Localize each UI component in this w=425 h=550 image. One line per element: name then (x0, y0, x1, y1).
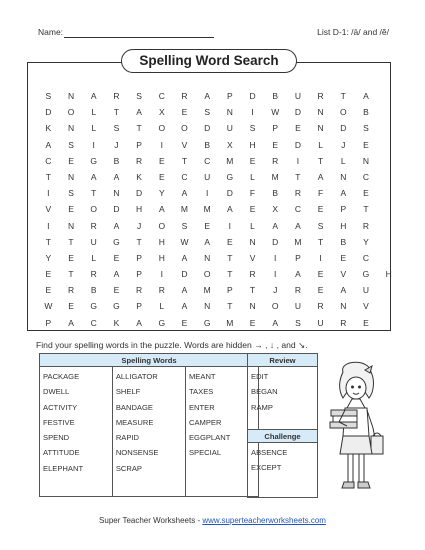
grid-letter: H (158, 236, 165, 247)
grid-row (37, 185, 400, 201)
grid-letter: V (340, 269, 347, 280)
grid-letter: R (272, 155, 279, 166)
grid-letter: P (136, 269, 142, 280)
grid-letter: G (362, 269, 370, 280)
spelling-word: ELEPHANT (43, 463, 84, 473)
grid-letter: O (90, 204, 98, 215)
grid-letter: N (340, 301, 347, 312)
grid-letter: U (204, 171, 211, 182)
grid-letter: F (317, 188, 324, 199)
grid-letter: T (317, 155, 324, 166)
grid-letter: L (159, 301, 165, 312)
grid-letter: P (136, 301, 142, 312)
grid-letter: M (294, 236, 302, 247)
girl-with-books-illustration (325, 358, 387, 498)
grid-letter: T (295, 171, 301, 182)
grid-letter: N (67, 123, 75, 134)
grid-letter: T (68, 269, 74, 280)
grid-letter: I (47, 220, 50, 231)
grid-letter: T (227, 252, 233, 263)
footer-prefix: Super Teacher Worksheets - (99, 516, 203, 525)
grid-letter: I (92, 139, 95, 150)
grid-letter: N (317, 123, 324, 134)
grid-letter: G (113, 236, 120, 247)
spelling-words-table (39, 353, 259, 497)
grid-letter: S (68, 188, 74, 199)
grid-letter: I (47, 188, 50, 199)
grid-letter: N (67, 220, 75, 231)
spelling-word: TAXES (188, 387, 214, 397)
grid-letter: D (272, 236, 279, 247)
grid-letter: T (363, 204, 369, 215)
spelling-word: PACKAGE (43, 372, 80, 381)
grid-letter: R (90, 269, 97, 280)
grid-letter: C (90, 317, 97, 328)
grid-letter: O (158, 123, 166, 134)
grid-letter: V (181, 139, 188, 150)
grid-letter: T (249, 285, 256, 296)
grid-letter: E (204, 220, 210, 231)
grid-row (37, 266, 400, 282)
grid-letter: R (362, 220, 370, 231)
grid-letter: T (136, 123, 142, 134)
grid-row (37, 88, 400, 104)
grid-letter: S (68, 139, 74, 150)
grid-letter: H (385, 269, 392, 280)
grid-letter: F (249, 188, 256, 199)
grid-letter: C (45, 155, 52, 166)
grid-letter: C (362, 252, 370, 263)
grid-letter: E (317, 269, 324, 280)
grid-letter: N (204, 252, 211, 263)
name-label: Name: (38, 27, 64, 37)
grid-letter: X (158, 107, 165, 118)
grid-letter: A (158, 204, 165, 215)
spelling-word: NONSENSE (115, 448, 159, 458)
spelling-word: ATTITUDE (43, 448, 80, 458)
grid-letter: P (272, 123, 279, 134)
spelling-word: EXCEPT (251, 463, 282, 473)
grid-letter: E (68, 204, 74, 215)
grid-letter: R (294, 188, 301, 199)
grid-letter: P (227, 91, 233, 101)
grid-letter: I (205, 188, 209, 199)
grid-letter: S (295, 317, 301, 328)
grid-letter: A (204, 91, 210, 101)
grid-letter: A (272, 317, 279, 328)
grid-letter: B (272, 91, 279, 101)
grid-letter: I (319, 252, 322, 263)
grid-letter: O (203, 269, 211, 280)
grid-letter: R (136, 285, 143, 296)
grid-letter: U (294, 91, 301, 101)
grid-letter: I (160, 139, 163, 150)
grid-letter: T (91, 188, 97, 199)
grid-letter: E (45, 285, 52, 296)
grid-letter: R (317, 91, 324, 101)
letter-grid (37, 88, 400, 331)
grid-letter: E (158, 155, 165, 166)
grid-letter: E (45, 269, 52, 280)
grid-letter: I (296, 155, 300, 166)
grid-letter: M (271, 171, 279, 182)
grid-row (37, 282, 400, 298)
grid-letter: E (317, 285, 324, 296)
grid-letter: A (340, 285, 347, 296)
grid-letter: I (251, 107, 254, 118)
grid-letter: L (318, 139, 323, 150)
grid-letter: I (274, 269, 277, 280)
grid-letter: A (90, 91, 97, 101)
review-words (248, 367, 318, 434)
grid-letter: U (317, 317, 324, 328)
grid-letter: A (295, 220, 301, 231)
grid-letter: M (203, 285, 211, 296)
grid-letter: D (226, 188, 233, 199)
grid-letter: E (363, 317, 369, 328)
grid-letter: R (340, 317, 347, 328)
grid-letter: A (204, 236, 210, 247)
grid-letter: N (249, 301, 256, 312)
grid-letter: K (113, 317, 120, 328)
page-title: Spelling Word Search (121, 49, 297, 73)
grid-letter: L (340, 155, 346, 166)
challenge-header: Challenge (248, 430, 318, 443)
grid-letter: R (113, 91, 120, 101)
grid-row (37, 298, 400, 314)
grid-letter: A (45, 139, 52, 150)
grid-letter: I (160, 269, 163, 280)
grid-letter: S (204, 107, 210, 118)
grid-letter: S (249, 123, 256, 134)
grid-letter: U (226, 123, 233, 134)
grid-letter: N (67, 91, 75, 101)
grid-letter: H (158, 252, 165, 263)
grid-letter: T (136, 236, 142, 247)
spelling-word: CAMPER (188, 417, 222, 427)
grid-letter: T (340, 91, 346, 101)
grid-letter: T (113, 107, 119, 118)
grid-letter: S (136, 91, 142, 101)
grid-letter: E (317, 204, 324, 215)
grid-row (37, 250, 400, 266)
word-column-2 (112, 367, 185, 497)
grid-letter: L (91, 123, 97, 134)
grid-row (37, 169, 400, 185)
grid-letter: R (181, 91, 188, 101)
footer (0, 516, 425, 525)
grid-letter: T (227, 301, 233, 312)
grid-letter: A (136, 107, 142, 118)
grid-letter: E (158, 171, 165, 182)
grid-letter: R (90, 220, 97, 231)
grid-letter: P (227, 285, 233, 296)
grid-letter: B (113, 155, 120, 166)
grid-letter: A (340, 188, 347, 199)
grid-row (37, 234, 400, 250)
grid-letter: S (363, 123, 369, 134)
grid-letter: D (294, 107, 301, 118)
grid-letter: T (181, 155, 188, 166)
grid-letter: E (68, 155, 74, 166)
spelling-word: EDIT (251, 372, 269, 381)
grid-letter: D (249, 91, 256, 101)
grid-letter: E (227, 236, 233, 247)
spelling-word: SHELF (115, 387, 141, 397)
grid-letter: N (67, 171, 75, 182)
grid-letter: L (91, 107, 97, 118)
grid-letter: A (181, 301, 188, 312)
grid-letter: D (181, 269, 188, 280)
grid-letter: P (136, 252, 142, 263)
grid-letter: Y (45, 252, 52, 263)
instructions: Find your spelling words in the puzzle. Words are hidden → , ↓ , and ↘. (36, 340, 308, 350)
grid-letter: E (363, 139, 369, 150)
spelling-word: ENTER (188, 402, 215, 412)
grid-letter: N (226, 107, 233, 118)
challenge-words (248, 443, 318, 498)
grid-row (37, 137, 400, 153)
grid-row (37, 201, 400, 217)
grid-letter: L (250, 171, 255, 182)
grid-letter: R (136, 155, 143, 166)
challenge-table (247, 429, 318, 498)
grid-letter: T (317, 236, 324, 247)
grid-letter: H (136, 204, 143, 215)
grid-letter: T (45, 236, 51, 247)
grid-letter: B (204, 139, 210, 150)
grid-letter: E (181, 107, 188, 118)
grid-letter: E (249, 317, 256, 328)
grid-letter: S (45, 91, 52, 101)
grid-letter: O (158, 220, 166, 231)
spelling-word: EGGPLANT (188, 433, 231, 443)
grid-letter: X (272, 204, 279, 215)
grid-letter: M (226, 155, 234, 166)
grid-letter: P (340, 204, 347, 215)
grid-letter: A (90, 171, 97, 182)
grid-letter: E (68, 252, 74, 263)
grid-row (37, 218, 400, 234)
grid-letter: C (294, 204, 301, 215)
grid-letter: P (136, 139, 142, 150)
grid-letter: E (272, 139, 279, 150)
grid-letter: A (227, 204, 233, 215)
grid-letter: V (249, 252, 256, 263)
spelling-word: BEGAN (251, 387, 278, 397)
grid-letter: A (181, 188, 188, 199)
grid-letter: D (340, 123, 347, 134)
grid-letter: O (271, 301, 279, 312)
grid-letter: W (271, 107, 280, 118)
grid-letter: R (158, 285, 165, 296)
list-label: List D-1: /ā/ and /ĕ/ (317, 27, 389, 37)
grid-letter: P (45, 317, 52, 328)
grid-letter: N (340, 171, 347, 182)
grid-letter: E (295, 123, 301, 134)
grid-letter: O (181, 123, 188, 134)
grid-letter: K (136, 171, 142, 182)
grid-letter: V (45, 204, 52, 215)
grid-letter: C (204, 155, 211, 166)
grid-row (37, 120, 400, 136)
grid-letter: W (180, 236, 189, 247)
grid-letter: M (226, 317, 234, 328)
grid-letter: I (228, 220, 232, 231)
grid-letter: G (203, 317, 211, 328)
grid-letter: E (113, 285, 120, 296)
grid-letter: S (181, 220, 188, 231)
grid-letter: T (227, 269, 233, 280)
grid-letter: H (340, 220, 347, 231)
grid-letter: E (68, 301, 74, 312)
grid-letter: M (203, 204, 211, 215)
grid-letter: G (90, 301, 98, 312)
grid-letter: B (363, 107, 369, 118)
spelling-word: DWELL (43, 387, 70, 397)
grid-letter: A (295, 269, 301, 280)
grid-letter: T (68, 236, 74, 247)
grid-letter: E (181, 317, 188, 328)
grid-letter: A (181, 252, 188, 263)
grid-letter: J (136, 220, 142, 231)
grid-row (37, 153, 400, 169)
grid-letter: B (340, 236, 347, 247)
grid-letter: D (204, 123, 211, 134)
grid-letter: O (67, 107, 75, 118)
grid-letter: V (363, 301, 369, 312)
name-line (64, 37, 214, 38)
spelling-word: RAMP (251, 402, 273, 412)
grid-letter: A (136, 317, 142, 328)
grid-letter: J (114, 139, 119, 150)
grid-letter: U (294, 301, 301, 312)
grid-letter: A (272, 220, 279, 231)
spelling-word: ACTIVITY (43, 402, 78, 412)
grid-row (37, 315, 400, 331)
grid-letter: L (91, 252, 97, 263)
grid-letter: L (250, 220, 255, 231)
grid-letter: R (317, 301, 324, 312)
grid-letter: A (68, 317, 74, 328)
grid-letter: Y (363, 236, 369, 247)
grid-letter: A (113, 171, 120, 182)
grid-letter: N (362, 155, 370, 166)
grid-letter: E (113, 252, 120, 263)
grid-letter: C (362, 171, 370, 182)
grid-letter: N (113, 188, 120, 199)
grid-letter: E (363, 188, 369, 199)
spelling-word: SPEND (43, 433, 70, 443)
grid-letter: U (362, 285, 370, 296)
grid-letter: A (181, 285, 188, 296)
grid-letter: J (273, 285, 278, 296)
grid-letter: M (180, 204, 189, 215)
grid-letter: A (317, 171, 324, 182)
grid-letter: A (363, 91, 369, 101)
spelling-word: FESTIVE (43, 417, 75, 427)
grid-letter: N (249, 236, 256, 247)
grid-letter: K (45, 123, 52, 134)
grid-letter: S (113, 123, 120, 134)
spelling-word: SPECIAL (188, 448, 222, 458)
grid-letter: W (44, 301, 53, 312)
grid-letter: D (45, 107, 52, 118)
spelling-words-header: Spelling Words (40, 354, 259, 367)
grid-letter: G (158, 317, 166, 328)
grid-letter: B (90, 285, 97, 296)
spelling-word: MEANT (188, 372, 216, 381)
grid-letter: O (339, 107, 347, 118)
grid-letter: H (249, 139, 256, 150)
grid-letter: C (158, 91, 165, 101)
grid-letter: D (113, 204, 120, 215)
grid-letter: S (317, 220, 324, 231)
grid-letter: R (249, 269, 256, 280)
grid-letter: G (90, 155, 98, 166)
grid-letter: J (341, 139, 346, 150)
grid-letter: R (67, 285, 75, 296)
grid-letter: G (113, 301, 120, 312)
spelling-word: RAPID (115, 433, 140, 443)
spelling-word: SCRAP (115, 463, 142, 473)
grid-letter: N (317, 107, 324, 118)
grid-letter: D (136, 188, 143, 199)
spelling-word: BANDAGE (115, 402, 153, 412)
word-column-1 (40, 367, 113, 497)
grid-letter: Y (158, 188, 165, 199)
grid-letter: R (294, 285, 301, 296)
grid-letter: X (227, 139, 233, 150)
spelling-word: ABSENCE (251, 448, 288, 457)
grid-letter: E (340, 252, 347, 263)
grid-letter: U (90, 236, 97, 247)
grid-letter: G (226, 171, 234, 182)
footer-link[interactable]: www.superteacherworksheets.com (202, 516, 326, 525)
grid-letter: N (204, 301, 211, 312)
grid-letter: A (113, 220, 120, 231)
grid-letter: I (274, 252, 277, 263)
grid-letter: C (181, 171, 188, 182)
grid-letter: A (113, 269, 120, 280)
grid-letter: P (295, 252, 301, 263)
grid-letter: D (294, 139, 301, 150)
review-header: Review (248, 354, 318, 367)
spelling-word: ALLIGATOR (115, 372, 158, 381)
grid-letter: E (249, 155, 256, 166)
spelling-word: MEASURE (115, 417, 154, 427)
grid-row (37, 104, 400, 120)
grid-letter: E (249, 204, 256, 215)
review-table (247, 353, 318, 434)
grid-letter: B (272, 188, 279, 199)
grid-letter: T (45, 171, 51, 182)
